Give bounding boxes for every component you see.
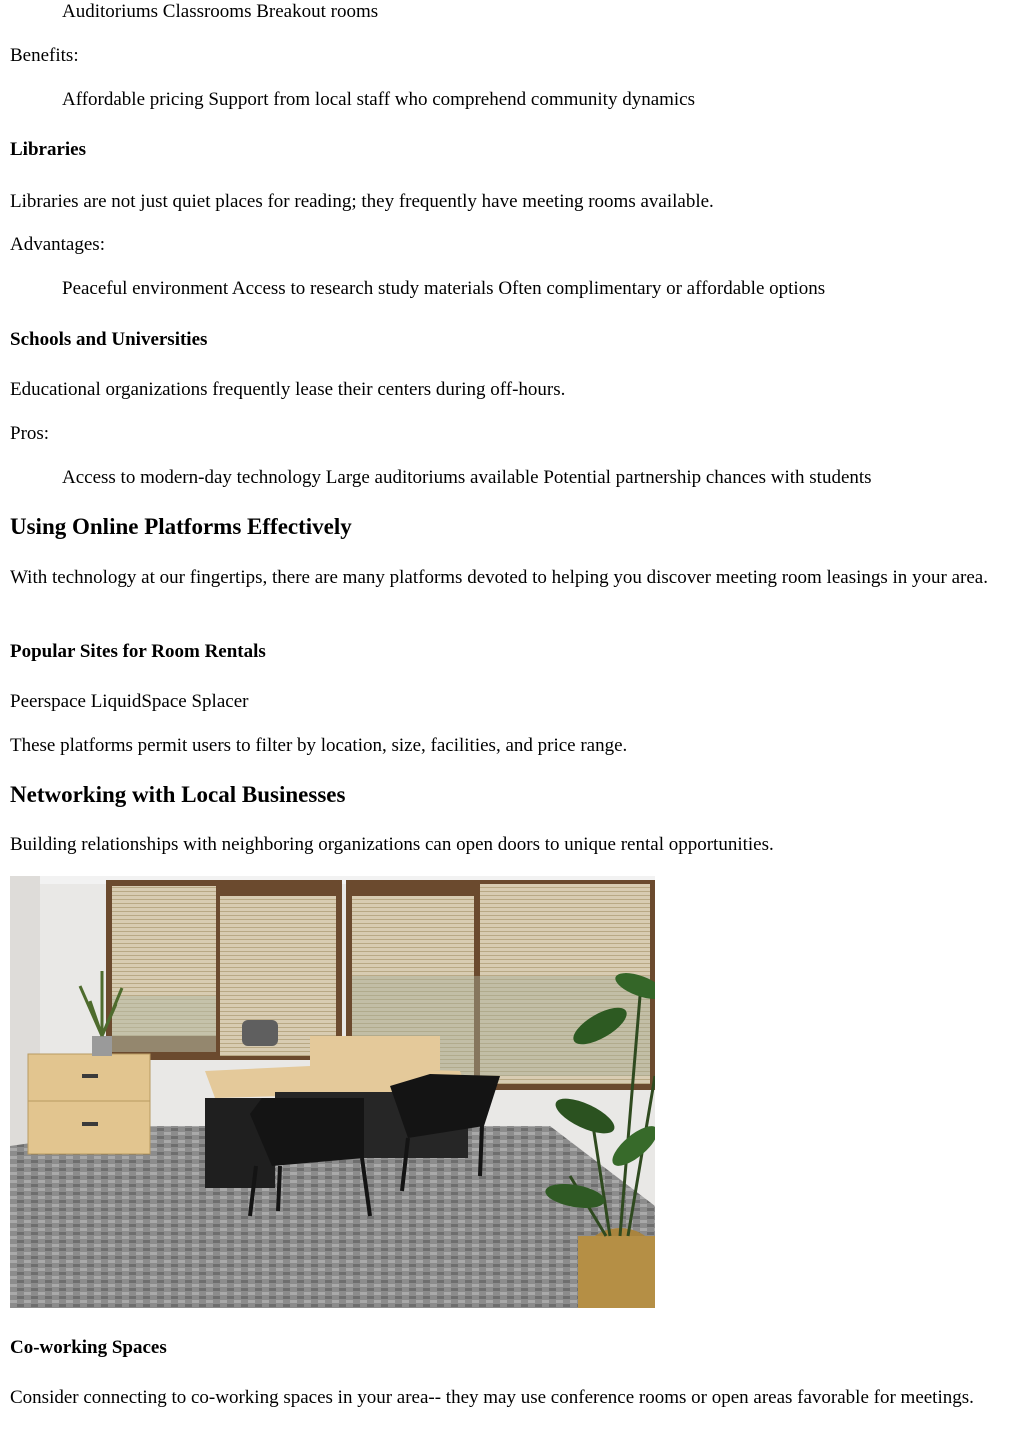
benefits-label: Benefits:	[10, 45, 79, 66]
office-room-photo	[10, 876, 655, 1308]
advantages-label: Advantages:	[10, 234, 105, 255]
libraries-heading: Libraries	[10, 139, 86, 160]
networking-paragraph: Building relationships with neighboring organizations can open doors to unique rental opportunities.	[10, 834, 774, 855]
popular-sites-heading: Popular Sites for Room Rentals	[10, 641, 266, 662]
schools-heading: Schools and Universities	[10, 329, 208, 350]
coworking-heading: Co-working Spaces	[10, 1337, 167, 1358]
online-platforms-heading: Using Online Platforms Effectively	[10, 514, 352, 539]
online-platforms-paragraph: With technology at our fingertips, there are many platforms devoted to helping you discover meeting room leasings in your area.	[10, 567, 988, 588]
advantages-list: Peaceful environment Access to research study materials Often complimentary or affordable options	[62, 278, 826, 299]
coworking-paragraph: Consider connecting to co-working spaces in your area-- they may use conference rooms or open areas favorable for meetings.	[10, 1387, 974, 1408]
venue-types-list: Auditoriums Classrooms Breakout rooms	[62, 1, 379, 22]
platforms-paragraph: These platforms permit users to filter by location, size, facilities, and price range.	[10, 735, 628, 756]
pros-label: Pros:	[10, 423, 50, 444]
libraries-paragraph: Libraries are not just quiet places for reading; they frequently have meeting rooms available.	[10, 191, 714, 212]
pros-list: Access to modern-day technology Large auditoriums available Potential partnership chances with students	[62, 467, 872, 488]
benefits-list: Affordable pricing Support from local staff who comprehend community dynamics	[62, 89, 696, 110]
schools-paragraph: Educational organizations frequently lease their centers during off-hours.	[10, 379, 566, 400]
popular-sites-list: Peerspace LiquidSpace Splacer	[10, 691, 249, 712]
networking-heading: Networking with Local Businesses	[10, 782, 346, 807]
